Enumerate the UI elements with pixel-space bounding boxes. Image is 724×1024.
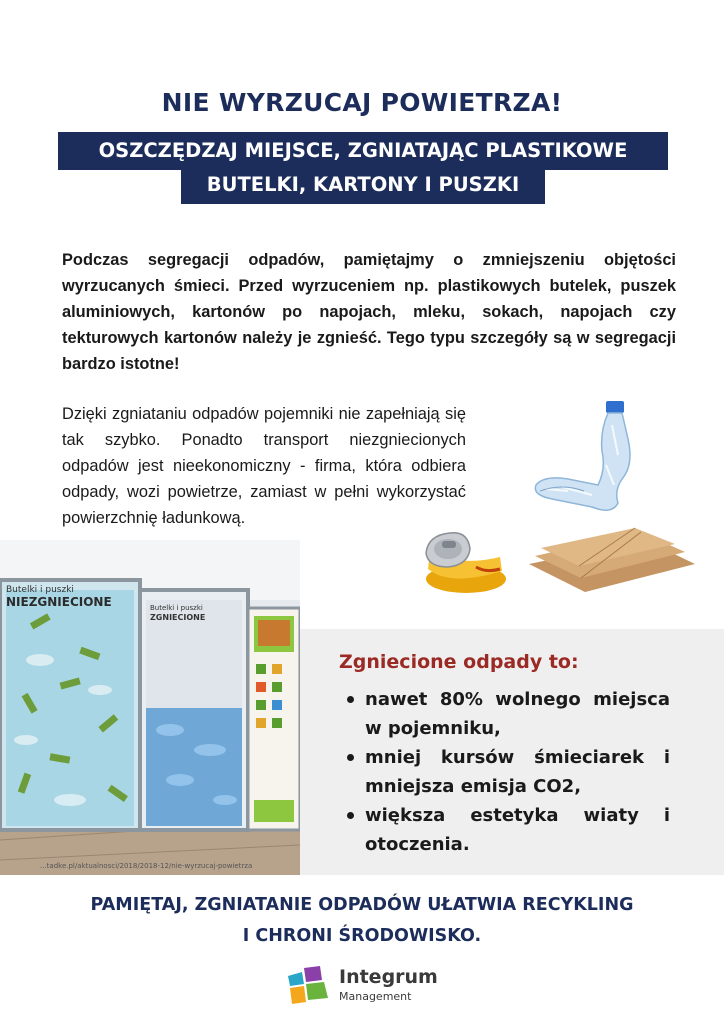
logo-name: Integrum (339, 966, 438, 988)
sign-right-line1: Butelki i puszki (150, 604, 203, 612)
page-title: NIE WYRZUCAJ POWIETRZA! (161, 88, 563, 117)
footer-line2: I CHRONI ŚRODOWISKO. (242, 926, 482, 946)
subtitle-banner-line2: BUTELKI, KARTONY I PUSZKI (181, 166, 545, 204)
bullet-icon (347, 812, 354, 819)
list-item-text: mniej kursów śmieciarek i mniejsza emisja CO2, (365, 747, 670, 797)
benefits-list (345, 685, 670, 859)
container-photo (0, 540, 300, 875)
transport-paragraph: Dzięki zgniataniu odpadów pojemniki nie zapełniają się tak szybko. Ponadto transport niezgniecionych odpadów jest nieekonomiczny - firma, która odbiera odpady, wozi powietrze, zamiast w pełni wykorzystać powierzchnię ładunkową. (62, 405, 466, 527)
footer-slogan (0, 890, 724, 952)
subtitle-banner-line1: OSZCZĘDZAJ MIEJSCE, ZGNIATAJĄC PLASTIKOWE (58, 132, 668, 170)
flattened-cardboard-illustration (525, 524, 697, 596)
bullet-icon (347, 754, 354, 761)
list-item-text: większa estetyka wiaty i otoczenia. (365, 805, 670, 855)
intro-paragraph: Podczas segregacji odpadów, pamiętajmy o zmniejszeniu objętości wyrzucanych śmieci. Przed wyrzuceniem np. plastikowych butelek, puszek aluminiowych, kartonów po napojach, mleku, sokach, napojach czy tekturowych kartonów należy je zgnieść. Tego typu szczegóły są w segregacji bardzo istotne! (62, 251, 676, 373)
sign-right-line2: ZGNIECIONE (150, 613, 206, 622)
benefits-heading: Zgniecione odpady to: (339, 651, 579, 673)
crushed-can-illustration (420, 527, 508, 597)
footer-line1: PAMIĘTAJ, ZGNIATANIE ODPADÓW UŁATWIA RECYKLING (90, 895, 634, 915)
list-item (345, 685, 670, 743)
crushed-bottle-illustration (522, 395, 642, 527)
photo-caption: ...tadke.pl/aktualnosci/2018/2018-12/nie-wyrzucaj-powietrza (40, 862, 253, 870)
list-item-text: nawet 80% wolnego miejsca w pojemniku, (365, 689, 670, 739)
sign-left-line1: Butelki i puszki (6, 585, 74, 595)
sign-left-line2: NIEZGNIECIONE (6, 595, 112, 609)
logo-subtitle: Management (339, 990, 412, 1003)
bullet-icon (347, 696, 354, 703)
list-item (345, 743, 670, 801)
list-item (345, 801, 670, 859)
